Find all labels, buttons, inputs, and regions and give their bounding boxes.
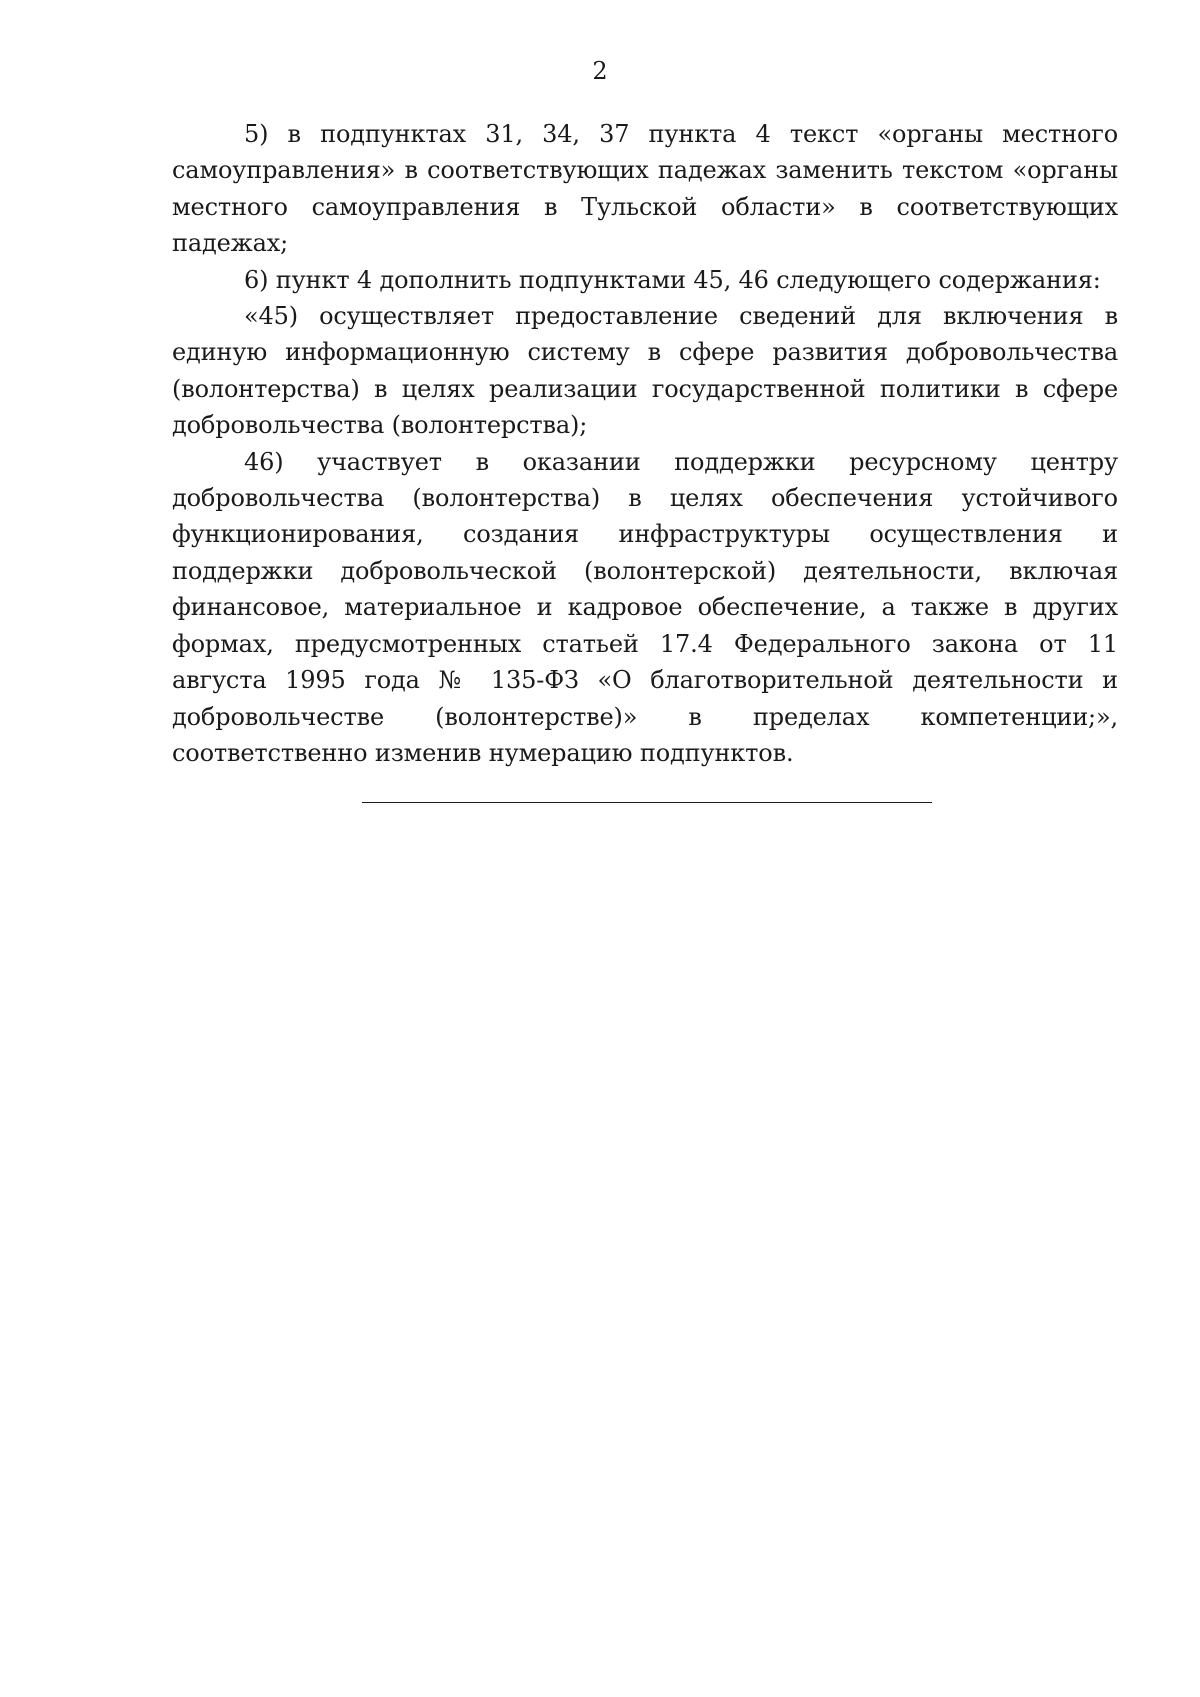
document-body (172, 116, 1118, 771)
paragraph-item-6: 6) пункт 4 дополнить подпунктами 45, 46 следующего содержания: (244, 265, 1101, 294)
paragraph-subitem-46: 46) участвует в оказании поддержки ресурсному центру добровольчества (волонтерства) в целях обеспечения устойчивого функционирования, создания инфраструктуры осуществления и поддержки добровольческой (волонтерской) деятельности, включая финансовое, материальное и кадровое обеспечение, а также в других формах, предусмотренных статьей 17.4 Федерального закона от 11 августа 1995 года № 135-ФЗ «О благотворительной деятельности и добровольчестве (волонтерстве)» в пределах компетенции;», соответственно изменив нумерацию подпунктов. (172, 447, 1118, 767)
page-number: 2 (592, 57, 608, 85)
end-of-document-line (362, 802, 932, 803)
paragraph-subitem-45: «45) осуществляет предоставление сведений для включения в единую информационную систему в сфере развития добровольчества (волонтерства) в целях реализации государственной политики в сфере добровольчества (волонтерства); (172, 302, 1118, 440)
paragraph-item-5: 5) в подпунктах 31, 34, 37 пункта 4 текст «органы местного самоуправления» в соответствующих падежах заменить текстом «органы местного самоуправления в Тульской области» в соответствующих падежах; (172, 120, 1118, 258)
